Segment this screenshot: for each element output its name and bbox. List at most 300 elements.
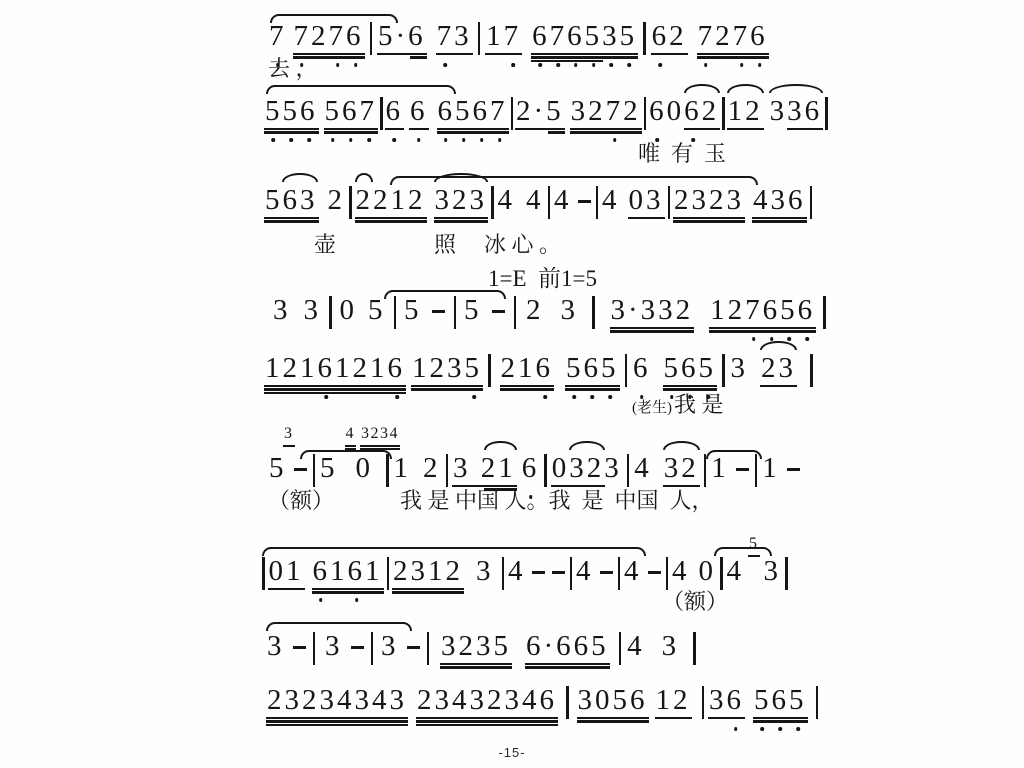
note-digits: 6567 xyxy=(437,95,508,127)
note-group xyxy=(264,340,406,400)
tie-arc xyxy=(282,173,318,182)
tie-arc xyxy=(569,441,605,450)
note-digits: 3 21 xyxy=(453,452,516,484)
note-digits: 7276 xyxy=(293,20,364,52)
beam-underline xyxy=(663,388,718,390)
page-number: -15- xyxy=(498,745,526,760)
note-digits: 17 xyxy=(486,20,522,52)
note-digits: 4 xyxy=(672,555,690,587)
beam-underline xyxy=(651,53,688,55)
barline xyxy=(329,296,332,329)
duration-dash xyxy=(293,646,306,649)
note-group xyxy=(673,172,745,232)
note-digits: 3·332 xyxy=(610,294,694,326)
beam-underline xyxy=(577,720,649,722)
note-digits: 7 xyxy=(269,20,287,52)
barline xyxy=(810,354,813,387)
note-digits: 5 xyxy=(464,294,482,326)
note-group xyxy=(266,672,408,732)
beam-underline xyxy=(437,131,509,133)
barline xyxy=(502,557,505,590)
barline xyxy=(488,354,491,387)
barline xyxy=(454,296,457,329)
duration-dash xyxy=(736,468,749,471)
note-group xyxy=(324,83,379,143)
lyric-text: 1=E 前1=5 xyxy=(488,266,597,291)
note-group xyxy=(264,83,319,143)
octave-dot xyxy=(778,727,782,731)
barline xyxy=(427,632,430,665)
note-digits: 3 xyxy=(763,555,781,587)
note-digits: 216 xyxy=(500,352,553,384)
music-line-5 xyxy=(0,340,1024,400)
note-digits: 12 xyxy=(727,95,763,127)
beam-underline xyxy=(264,388,406,390)
note-group xyxy=(610,282,695,342)
note-digits: 36 xyxy=(709,684,744,716)
beam-underline xyxy=(548,131,565,133)
barline xyxy=(394,296,397,329)
note-digits: 4 xyxy=(508,555,526,587)
tie-arc xyxy=(727,84,764,93)
duration-dash xyxy=(492,310,505,313)
note-digits: 5 xyxy=(368,294,386,326)
duration-dash xyxy=(294,468,307,471)
barline xyxy=(668,186,671,219)
note-group xyxy=(355,172,427,232)
note-group xyxy=(663,340,718,400)
note-digits: 0 xyxy=(698,555,716,587)
note-digits: 3234 xyxy=(361,425,399,442)
beam-underline xyxy=(264,385,406,387)
note-digits: 3 xyxy=(325,630,343,662)
note-digits: 0323 xyxy=(551,452,622,484)
barline xyxy=(627,454,630,487)
barline xyxy=(722,354,725,387)
beam-underline xyxy=(673,220,745,222)
note-group xyxy=(403,282,423,342)
tie-arc xyxy=(484,441,516,450)
note-digits: 6161 xyxy=(312,555,383,587)
beam-underline xyxy=(610,330,695,332)
barline xyxy=(544,454,547,487)
note-digits: 1 xyxy=(762,452,780,484)
beam-underline xyxy=(452,485,517,487)
note-digits: 567 xyxy=(324,95,377,127)
beam-underline xyxy=(655,717,692,719)
barline xyxy=(446,454,449,487)
beam-underline xyxy=(355,217,427,219)
barline xyxy=(380,97,383,130)
note-group xyxy=(655,672,692,732)
note-group xyxy=(525,172,545,232)
octave-dot xyxy=(760,727,764,731)
note-digits: 3 xyxy=(284,425,294,442)
barline xyxy=(619,632,622,665)
note-digits: 6062 xyxy=(649,95,720,127)
note-group xyxy=(272,282,292,342)
note-digits: 4 xyxy=(497,184,515,216)
barline xyxy=(262,557,265,590)
lyric-text: （额） xyxy=(268,488,335,513)
note-group xyxy=(367,282,387,342)
note-group xyxy=(760,340,797,400)
barline xyxy=(823,296,826,329)
tie-arc xyxy=(663,441,700,450)
note-digits: 563 xyxy=(265,184,318,216)
beam-underline xyxy=(264,131,319,133)
barline xyxy=(370,22,373,55)
note-group xyxy=(752,172,807,232)
beam-underline xyxy=(610,327,695,329)
beam-underline xyxy=(266,720,408,722)
note-digits: 556 xyxy=(265,95,318,127)
beam-underline xyxy=(551,485,587,487)
lyric-line-1 xyxy=(0,56,1024,82)
barline xyxy=(643,22,646,55)
beam-underline xyxy=(525,666,610,668)
beam-underline xyxy=(577,717,649,719)
note-group xyxy=(727,83,764,143)
grace-note xyxy=(748,533,760,561)
lyric-text: 我 是 中国 人。我 是 中国 人， xyxy=(400,488,714,513)
beam-underline xyxy=(753,720,808,722)
note-group xyxy=(327,172,347,232)
music-line-4 xyxy=(0,282,1024,342)
barline xyxy=(625,354,628,387)
note-digits: 3 xyxy=(661,630,680,662)
beam-underline xyxy=(264,217,319,219)
beam-underline xyxy=(570,128,642,130)
note-group xyxy=(709,282,816,342)
beam-underline xyxy=(434,220,489,222)
note-digits: 4 xyxy=(627,630,645,662)
note-digits: 03 xyxy=(628,184,664,216)
note-digits: 4 xyxy=(624,555,642,587)
beam-underline xyxy=(708,717,745,719)
beam-underline xyxy=(570,131,642,133)
barline xyxy=(349,186,352,219)
beam-underline xyxy=(355,220,427,222)
barline xyxy=(722,97,725,130)
note-group xyxy=(570,83,642,143)
beam-underline xyxy=(752,217,807,219)
beam-underline xyxy=(377,53,427,55)
note-group xyxy=(553,172,573,232)
beam-underline xyxy=(673,217,745,219)
duration-dash xyxy=(578,200,591,203)
note-group xyxy=(515,83,565,143)
music-line-9 xyxy=(0,672,1024,732)
beam-underline xyxy=(663,385,718,387)
note-group xyxy=(416,672,558,732)
beam-underline xyxy=(440,666,512,668)
lyric-line-7 xyxy=(0,589,1024,615)
duration-dash xyxy=(552,571,565,574)
note-group xyxy=(440,618,512,678)
note-digits: 6 xyxy=(521,452,540,484)
note-group xyxy=(411,340,483,400)
beam-underline xyxy=(409,128,429,130)
beam-underline xyxy=(416,717,558,719)
tie-arc xyxy=(355,173,373,182)
note-digits: 3235 xyxy=(441,630,511,662)
note-digits: 3 xyxy=(267,630,285,662)
note-digits: 6 xyxy=(410,95,428,127)
octave-dot xyxy=(797,727,801,731)
beam-underline xyxy=(436,53,473,55)
barline xyxy=(785,557,788,590)
note-digits: 4 xyxy=(554,184,572,216)
note-digits: 1235 xyxy=(412,352,482,384)
note-digits: 1 xyxy=(393,452,411,484)
lyric-text: 去 ， xyxy=(268,56,318,81)
barline xyxy=(371,632,374,665)
note-group xyxy=(303,282,323,342)
beam-underline xyxy=(485,53,522,55)
music-line-8 xyxy=(0,618,1024,678)
note-digits: 5 xyxy=(404,294,422,326)
note-digits: 12161216 xyxy=(265,352,405,384)
beam-underline xyxy=(748,555,760,557)
barline xyxy=(592,296,595,329)
note-digits: 1 xyxy=(711,452,729,484)
barline xyxy=(514,296,517,329)
note-digits: 3 xyxy=(303,294,321,326)
tie-arc xyxy=(760,341,797,350)
note-group xyxy=(601,172,621,232)
barline xyxy=(313,632,316,665)
note-digits: 336 xyxy=(769,95,823,127)
note-digits: 2 xyxy=(327,184,345,216)
note-digits: 0 xyxy=(339,294,357,326)
note-digits: 3 xyxy=(381,630,399,662)
beam-underline xyxy=(411,388,483,390)
note-digits: 2323 xyxy=(674,184,744,216)
octave-dot xyxy=(734,727,738,731)
barline xyxy=(666,557,669,590)
note-digits: 4 xyxy=(726,555,744,587)
note-digits: 5 xyxy=(320,452,338,484)
lyric-text: 照 xyxy=(434,232,457,257)
tie-arc xyxy=(769,84,824,93)
barline xyxy=(596,186,599,219)
note-group xyxy=(628,172,665,232)
beam-underline xyxy=(709,327,816,329)
note-digits: 3 xyxy=(476,555,494,587)
note-digits: 6 xyxy=(633,352,651,384)
barline xyxy=(570,557,573,590)
beam-underline xyxy=(324,131,379,133)
note-digits: 32 xyxy=(663,452,699,484)
beam-underline xyxy=(787,128,823,130)
note-group xyxy=(385,83,405,143)
note-group xyxy=(264,172,319,232)
barline xyxy=(566,686,569,719)
note-digits: 4 xyxy=(526,184,544,216)
note-group xyxy=(632,340,652,400)
barline xyxy=(387,557,390,590)
duration-dash xyxy=(648,571,661,574)
tie-arc xyxy=(434,173,489,182)
note-group xyxy=(324,618,344,678)
note-group xyxy=(500,340,555,400)
note-group xyxy=(661,618,681,678)
note-digits: 2·5 xyxy=(516,95,564,127)
note-group xyxy=(525,282,545,342)
beam-underline xyxy=(515,128,565,130)
note-group xyxy=(437,83,509,143)
note-digits: 4 xyxy=(345,425,355,442)
beam-underline xyxy=(385,128,405,130)
lyric-line-3 xyxy=(0,232,1024,258)
lyric-line-2 xyxy=(0,141,1024,167)
beam-underline xyxy=(416,724,558,726)
note-digits: 565 xyxy=(663,352,716,384)
beam-underline xyxy=(437,128,509,130)
note-digits: 436 xyxy=(753,184,806,216)
beam-underline xyxy=(440,663,512,665)
note-digits: 2 xyxy=(526,294,544,326)
beam-underline xyxy=(293,53,365,55)
duration-dash xyxy=(432,310,445,313)
barline xyxy=(491,186,494,219)
note-digits: 3056 xyxy=(577,684,648,716)
note-group xyxy=(769,83,824,143)
beam-underline xyxy=(727,128,764,130)
beam-underline xyxy=(434,217,489,219)
note-group xyxy=(730,340,750,400)
note-digits: 4 xyxy=(576,555,594,587)
role-lyric-line-5 xyxy=(0,392,1024,418)
note-group xyxy=(266,618,286,678)
note-digits: 6 xyxy=(385,95,403,127)
note-digits: 7276 xyxy=(697,20,768,52)
note-group xyxy=(577,672,649,732)
note-digits: 676535 xyxy=(532,20,638,52)
note-digits: 73 xyxy=(436,20,472,52)
note-digits: 23 xyxy=(761,352,796,384)
beam-underline xyxy=(264,220,319,222)
note-group xyxy=(565,340,620,400)
barline xyxy=(644,97,647,130)
barline xyxy=(810,186,813,219)
note-digits: 5 xyxy=(749,535,759,552)
note-group xyxy=(626,618,646,678)
beam-underline xyxy=(565,385,620,387)
barline xyxy=(702,686,705,719)
beam-underline xyxy=(663,485,700,487)
beam-underline xyxy=(684,128,720,130)
barline xyxy=(478,22,481,55)
note-group xyxy=(339,282,359,342)
duration-dash xyxy=(600,571,613,574)
note-group xyxy=(380,618,400,678)
note-group xyxy=(463,282,483,342)
note-digits: 4 xyxy=(602,184,620,216)
lyric-text: 我 是 xyxy=(674,392,724,417)
note-digits: 3 xyxy=(560,294,578,326)
lyric-text: 唯 有 玉 xyxy=(638,141,727,166)
lyric-text: (老生) xyxy=(632,400,672,416)
note-digits: 23234343 xyxy=(267,684,407,716)
barline xyxy=(816,686,819,719)
lyric-text: （额） xyxy=(662,589,729,614)
barline xyxy=(720,557,723,590)
lyric-line-6 xyxy=(0,488,1024,514)
note-digits: 01 xyxy=(268,555,304,587)
beam-underline xyxy=(531,53,638,55)
barline xyxy=(511,97,514,130)
beam-underline xyxy=(697,53,769,55)
lyric-text: 冰 心 。 xyxy=(484,232,562,257)
beam-underline xyxy=(752,220,807,222)
duration-dash xyxy=(351,646,364,649)
beam-underline xyxy=(264,128,319,130)
barline xyxy=(825,97,828,130)
note-digits: 565 xyxy=(566,352,619,384)
beam-underline xyxy=(411,385,483,387)
note-group xyxy=(708,672,745,732)
beam-underline xyxy=(753,717,808,719)
slur-tie-arc xyxy=(300,450,392,459)
note-digits: 5·6 xyxy=(378,20,426,52)
music-line-2 xyxy=(0,83,1024,143)
beam-underline xyxy=(587,485,605,487)
barline xyxy=(693,632,696,665)
beam-underline xyxy=(628,217,665,219)
note-digits: 2 xyxy=(423,452,441,484)
note-group xyxy=(525,618,610,678)
beam-underline xyxy=(266,717,408,719)
note-digits: 565 xyxy=(754,684,807,716)
music-line-3 xyxy=(0,172,1024,232)
beam-underline xyxy=(416,720,558,722)
note-group xyxy=(648,83,720,143)
beam-underline xyxy=(500,388,555,390)
beam-underline xyxy=(324,128,379,130)
note-digits: 3 xyxy=(273,294,291,326)
duration-dash xyxy=(787,468,800,471)
note-digits: 23432346 xyxy=(417,684,557,716)
duration-dash xyxy=(407,646,420,649)
beam-underline xyxy=(760,385,797,387)
beam-underline xyxy=(500,385,555,387)
beam-underline xyxy=(565,388,620,390)
note-digits: 62 xyxy=(651,20,687,52)
beam-underline xyxy=(525,663,610,665)
note-group xyxy=(560,282,580,342)
note-digits: 127656 xyxy=(710,294,816,326)
note-group xyxy=(753,672,808,732)
note-digits: 2212 xyxy=(355,184,426,216)
barline xyxy=(618,557,621,590)
note-digits: 12 xyxy=(655,684,691,716)
note-digits: 6·665 xyxy=(526,630,609,662)
note-group xyxy=(434,172,489,232)
note-digits: 2312 xyxy=(393,555,463,587)
beam-underline xyxy=(709,330,816,332)
note-digits: 4 xyxy=(634,452,652,484)
barline xyxy=(548,186,551,219)
note-digits: 323 xyxy=(434,184,487,216)
jianpu-score xyxy=(0,8,1024,732)
note-digits: 3 xyxy=(730,352,748,384)
note-digits: 0 xyxy=(355,452,373,484)
lyric-text: 壶 xyxy=(314,232,337,257)
note-group xyxy=(497,172,517,232)
beam-underline xyxy=(266,724,408,726)
